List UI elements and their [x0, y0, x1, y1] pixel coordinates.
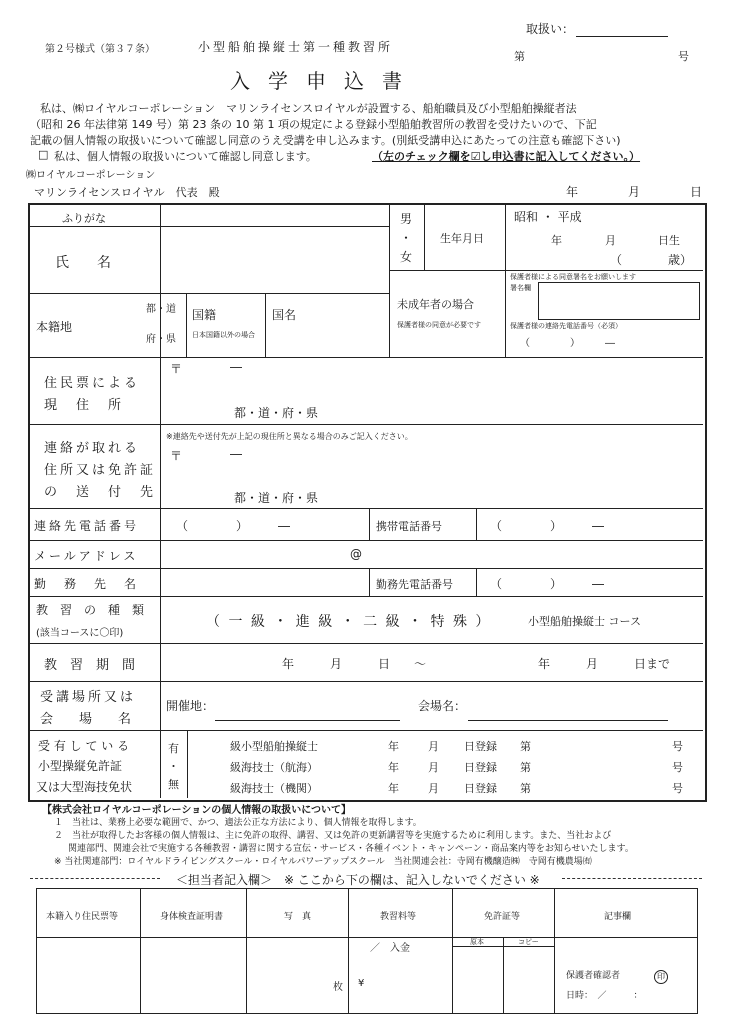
furigana-field[interactable] [162, 207, 387, 225]
staff-col-physical: 身体検査証明書 [160, 912, 224, 922]
contact-label-3: の 送 付 先 [44, 485, 157, 500]
handling-label: 取扱い： [526, 22, 575, 36]
license-dot: ・ [168, 760, 179, 773]
date-month-label: 月 [628, 185, 641, 199]
staff-col-license: 免許証等 [484, 912, 521, 922]
privacy-item-3: ※ 当社関連部門：ロイヤルドライビングスクール・ロイヤルパワーアップスクール 当社関連会社：寺岡有機醸造㈱ 寺岡有機農場㈲ [54, 857, 592, 867]
license-no-suffix: 号 [672, 740, 683, 753]
privacy-item-2a: ２ 当社が取得したお客様の個人情報は、主に免許の取得、講習、又は免許の更新講習等を実施するために利用します。また、当社および [54, 831, 612, 841]
date-year-label: 年 [566, 185, 579, 199]
col-divider [389, 205, 390, 357]
workplace-label: 勤 務 先 名 [34, 577, 140, 591]
staff-col-juminhyo: 本籍入り住民票等 [46, 912, 119, 922]
domicile-pref-1: 都・道 [146, 304, 176, 315]
license-month: 月 [428, 761, 439, 774]
venue-name-label: 会場名： [418, 699, 467, 713]
guardian-sign-label: 署名欄 [510, 284, 531, 292]
fee-yen: ¥ [358, 978, 365, 989]
furigana-label: ふりがな [62, 212, 106, 225]
license-registered: 日登録 [464, 740, 497, 753]
tel-field[interactable]: （ ） ― [176, 519, 291, 533]
number-suffix: 号 [678, 50, 689, 63]
staff-col-divider [348, 889, 349, 1013]
license-kind: 級海技士（航海） [230, 761, 318, 774]
intro-line-2: （昭和 26 年法律第 149 号）第 23 条の 10 第 1 項の規定による登録小型船舶教習所の教習を受けたいので、下記 [30, 118, 597, 131]
row-divider [30, 730, 703, 731]
name-field[interactable] [162, 228, 387, 291]
gender-male[interactable]: 男 [400, 212, 413, 226]
venue-place-field[interactable] [215, 720, 400, 721]
row-divider [30, 596, 703, 597]
col-divider [476, 508, 477, 540]
email-field[interactable] [162, 542, 702, 566]
consent-text: 私は、個人情報の取扱いについて確認し同意します。 [54, 150, 317, 163]
payment-received: ／ 入金 [370, 943, 410, 954]
work-tel-label: 勤務先電話番号 [376, 578, 453, 591]
contact-label-1: 連絡が取れる [44, 441, 141, 456]
license-original: 原本 [470, 938, 484, 946]
birthdate-label: 生年月日 [440, 232, 484, 245]
addressee: マリンライセンスロイヤル 代表 殿 [34, 186, 220, 199]
license-label-3: 又は大型海技免状 [36, 780, 133, 794]
course-options[interactable]: （ 一 級 ・ 進 級 ・ 二 級 ・ 特 殊 ） [206, 614, 492, 630]
license-year: 年 [388, 782, 399, 795]
period-to[interactable]: 年 月 日まで [538, 657, 671, 671]
guardian-sign-note: 保護者様による同意署名をお願いします [510, 273, 636, 281]
venue-label-2: 会 場 名 [40, 712, 132, 727]
staff-col-fee: 教習料等 [380, 912, 417, 922]
col-divider [505, 205, 506, 357]
cut-line-right [562, 878, 702, 879]
col-divider [186, 293, 187, 357]
contact-note: ※連絡先や送付先が上記の現住所と異なる場合のみご記入ください。 [166, 432, 413, 441]
row-divider [30, 424, 703, 425]
license-no-suffix: 号 [672, 782, 683, 795]
license-has[interactable]: 有 [168, 742, 179, 755]
row-divider [390, 270, 505, 271]
age-open: （ [610, 253, 623, 267]
license-no-prefix: 第 [520, 761, 531, 774]
work-tel-field[interactable]: （ ） ― [490, 577, 605, 591]
license-year: 年 [388, 740, 399, 753]
address-label-2: 現 住 所 [44, 398, 125, 413]
gender-separator: ・ [400, 231, 413, 245]
minor-label: 未成年者の場合 [397, 298, 474, 311]
photo-count-unit: 枚 [333, 982, 343, 993]
name-label: 氏 名 [55, 255, 111, 271]
col-divider [424, 205, 425, 270]
row-divider [30, 357, 703, 358]
email-label: メールアドレス [34, 549, 139, 563]
license-no-suffix: 号 [672, 761, 683, 774]
company-name: ㈱ロイヤルコーポレーション [26, 170, 156, 181]
col-divider [369, 508, 370, 540]
guardian-tel-label: 保護者様の連絡先電話番号（必須） [510, 322, 622, 330]
period-from[interactable]: 年 月 日 〜 [282, 657, 427, 671]
privacy-item-2b: 関連部門、関連会社で実施する各種教習・講習に関する宣伝・サービス・各種イベント・キャンペーン・商品案内等をお知らせいたします。 [68, 844, 634, 854]
license-copy: コピー [518, 938, 539, 946]
country-label: 国名 [272, 308, 297, 322]
row-divider [30, 226, 389, 227]
license-year: 年 [388, 761, 399, 774]
license-subcol-divider [503, 938, 504, 1013]
domicile-label: 本籍地 [36, 320, 73, 334]
address-prefs: 都・道・府・県 [234, 406, 319, 420]
era-options[interactable]: 昭和 ・ 平成 [514, 210, 582, 224]
staff-col-divider [554, 889, 555, 1013]
license-kind: 級海技士（機関） [230, 782, 318, 795]
course-note: (該当コースに〇印) [36, 628, 124, 639]
staff-col-divider [246, 889, 247, 1013]
contact-postal-dash: ― [230, 447, 242, 461]
course-suffix: 小型船舶操縦士 コース [528, 615, 641, 628]
minor-note: 保護者様の同意が必要です [397, 321, 481, 329]
venue-name-field[interactable] [468, 720, 668, 721]
row-divider [30, 568, 703, 569]
form-number: 第２号様式（第３７条） [45, 44, 155, 55]
guardian-tel-field[interactable]: （ ） ― [520, 338, 615, 349]
contact-address-field[interactable] [162, 462, 702, 506]
cut-line-left [30, 878, 160, 879]
contact-prefs: 都・道・府・県 [234, 491, 319, 505]
domicile-pref-2: 府・県 [146, 334, 176, 345]
col-divider [369, 568, 370, 596]
license-month: 月 [428, 740, 439, 753]
staff-col-photo: 写 真 [284, 912, 312, 922]
school-name: 小型船舶操縦士第一種教習所 [198, 40, 394, 54]
staff-heading: ＜担当者記入欄＞ ※ ここから下の欄は、記入しないでください ※ [176, 873, 540, 887]
handling-input-line[interactable] [576, 36, 668, 37]
col-divider [476, 568, 477, 596]
country-field[interactable] [290, 322, 385, 352]
email-at: @ [350, 547, 362, 561]
row-divider [30, 681, 703, 682]
birth-month-label: 月 [605, 234, 616, 247]
privacy-item-1: １ 当社は、業務上必要な範囲で、かつ、適法公正な方法により、個人情報を取得します。 [54, 818, 422, 828]
venue-place-label: 開催地： [166, 699, 215, 713]
license-kind: 級小型船舶操縦士 [230, 740, 318, 753]
postal-dash: ― [230, 360, 242, 374]
license-month: 月 [428, 782, 439, 795]
seal-icon [654, 964, 668, 984]
gender-female[interactable]: 女 [400, 250, 413, 264]
staff-row-divider [37, 937, 697, 938]
license-no-prefix: 第 [520, 740, 531, 753]
nationality-note: 日本国籍以外の場合 [192, 331, 255, 339]
page-title: 入学申込書 [230, 69, 420, 93]
row-divider [505, 270, 703, 271]
birth-day-label: 日生 [658, 234, 680, 247]
venue-label-1: 受講場所又は [40, 690, 137, 705]
privacy-heading: 【株式会社ロイヤルコーポレーションの個人情報の取扱いについて】 [42, 805, 351, 816]
age-close: 歳） [668, 253, 693, 267]
seal-glyph: 印 [654, 970, 668, 984]
datetime-label: 日時： ／ ： [566, 991, 643, 1001]
license-none[interactable]: 無 [168, 778, 179, 791]
tel-label: 連絡先電話番号 [34, 519, 140, 533]
consent-checkbox-glyph[interactable]: □ [38, 148, 49, 161]
course-label: 教 習 の 種 類 [36, 603, 145, 617]
workplace-field[interactable] [162, 570, 367, 594]
mobile-label: 携帯電話番号 [376, 520, 442, 533]
license-label-2: 小型操縦免許証 [38, 759, 123, 773]
col-divider [265, 293, 266, 357]
nationality-label: 国籍 [192, 308, 217, 322]
consent-checkbox[interactable] [38, 148, 48, 161]
license-registered: 日登録 [464, 761, 497, 774]
row-divider [30, 293, 389, 294]
col-divider [187, 730, 188, 798]
col-divider [160, 205, 161, 798]
postal-mark: 〒 [170, 362, 183, 376]
row-divider [30, 540, 703, 541]
contact-label-2: 住所又は免許証 [44, 463, 157, 478]
guardian-sign-field[interactable] [538, 282, 700, 320]
date-day-label: 日 [690, 185, 703, 199]
row-divider [30, 508, 703, 509]
intro-line-1: 私は、㈱ロイヤルコーポレーション マリンライセンスロイヤルが設置する、船舶職員及び小型船舶操縦者法 [40, 102, 577, 115]
license-no-prefix: 第 [520, 782, 531, 795]
staff-col-divider [452, 889, 453, 1013]
license-label-1: 受 有 し て い る [38, 739, 130, 753]
intro-line-3: 記載の個人情報の取扱いについて確認し同意のうえ受講を申し込みます。(別紙受講申込にあたっての注意も確認下さい) [30, 134, 621, 147]
contact-postal-mark: 〒 [170, 449, 183, 463]
period-label: 教 習 期 間 [44, 658, 136, 673]
address-field[interactable] [162, 378, 702, 422]
mobile-field[interactable]: （ ） ― [490, 519, 605, 533]
staff-col-divider [140, 889, 141, 1013]
staff-col-notes: 記事欄 [604, 912, 632, 922]
number-prefix: 第 [514, 50, 525, 63]
guardian-check-label: 保護者確認者 [566, 971, 621, 981]
address-label-1: 住民票による [44, 376, 141, 391]
consent-note: （左のチェック欄を☑し申込書に記入してください。） [372, 150, 641, 163]
row-divider [30, 643, 703, 644]
birth-year-label: 年 [551, 234, 562, 247]
license-registered: 日登録 [464, 782, 497, 795]
